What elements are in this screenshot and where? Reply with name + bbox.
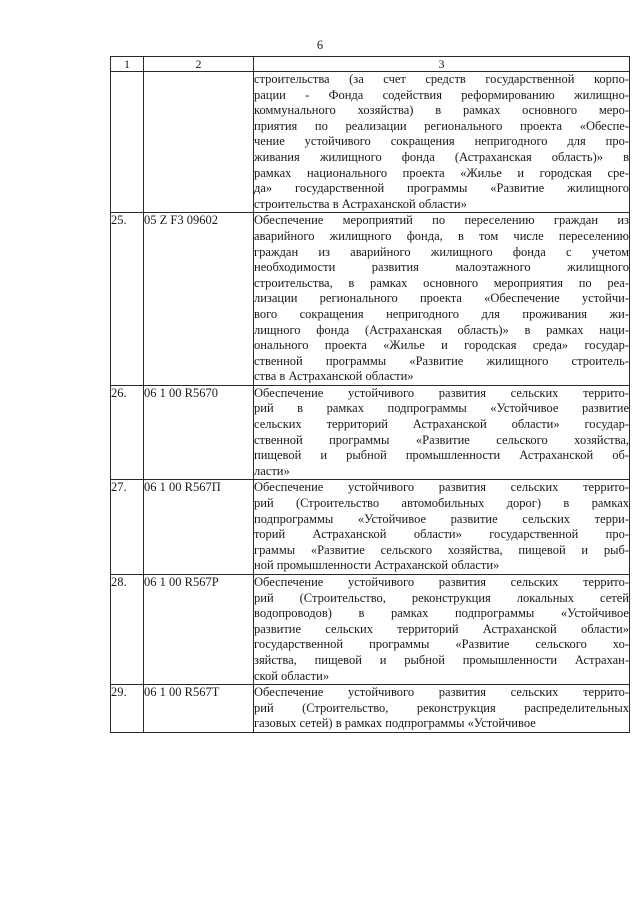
description-line: ственной программы «Развитие сельского хозяйства, <box>254 432 629 447</box>
row-description <box>254 575 630 685</box>
row-number: 27. <box>111 480 144 575</box>
table-body <box>111 57 630 733</box>
row-number: 29. <box>111 685 144 733</box>
description-line: лизации регионального проекта «Обеспечение устойчи- <box>254 291 629 306</box>
description-line: Обеспечение устойчивого развития сельских террито- <box>254 685 629 700</box>
table-row <box>111 72 630 213</box>
description-line: Обеспечение устойчивого развития сельских террито- <box>254 385 629 400</box>
description-line: Обеспечение устойчивого развития сельских террито- <box>254 575 629 589</box>
description-line: граммы «Развитие сельского хозяйства, пищевой и рыб- <box>254 542 629 557</box>
description-line: Обеспечение мероприятий по переселению граждан из <box>254 213 629 228</box>
row-description <box>254 72 630 213</box>
description-line: онального проекта «Жилье и городская среда» государ- <box>254 338 629 353</box>
table-row <box>111 480 630 575</box>
budget-code: 06 1 00 R567T <box>144 685 254 733</box>
description-line: развитие сельских территорий Астраханской области» <box>254 621 629 636</box>
description-line: лищного фонда (Астраханская область)» в рамках наци- <box>254 322 629 337</box>
description-line: строительства в Астраханской области» <box>254 196 467 211</box>
description-line: ственной программы «Развитие жилищного строитель- <box>254 353 629 368</box>
description-line: живания жилищного фонда (Астраханская область)» в <box>254 149 629 164</box>
description-line: рий (Строительство автомобильных дорог) в рамках <box>254 496 629 511</box>
description-line: граждан из аварийного жилищного фонда с учетом <box>254 244 629 259</box>
description-line: подпрограммы «Устойчивое развитие сельских терри- <box>254 511 629 526</box>
description-line: пищевой и рыбной промышленности Астраханской об- <box>254 448 629 463</box>
description-line: приятия по реализации регионального проекта «Обеспе- <box>254 118 629 133</box>
header-col-2: 2 <box>144 57 254 72</box>
description-line: да» государственной программы «Развитие жилищного <box>254 181 629 196</box>
description-line: рий (Строительство, реконструкция распределительных <box>254 700 629 715</box>
description-line: водопроводов) в рамках подпрограммы «Устойчивое <box>254 606 629 621</box>
classification-table <box>110 56 630 733</box>
description-line: газовых сетей) в рамках подпрограммы «Устойчивое <box>254 716 536 731</box>
description-line: торий Астраханской области» государственной про- <box>254 527 629 542</box>
description-line: рий (Строительство, реконструкция локальных сетей <box>254 590 629 605</box>
budget-code: 06 1 00 R5670 <box>144 385 254 480</box>
budget-code: 06 1 00 R567P <box>144 575 254 685</box>
row-number: 25. <box>111 213 144 386</box>
row-number <box>111 72 144 213</box>
row-number: 28. <box>111 575 144 685</box>
header-col-1: 1 <box>111 57 144 72</box>
budget-code: 06 1 00 R567П <box>144 480 254 575</box>
description-line: Обеспечение устойчивого развития сельских террито- <box>254 480 629 495</box>
table-row <box>111 685 630 733</box>
description-line: рий в рамках подпрограммы «Устойчивое развитие <box>254 401 629 416</box>
description-line: ства в Астраханской области» <box>254 369 414 384</box>
table-row <box>111 213 630 386</box>
description-line: ласти» <box>254 463 290 478</box>
description-line: аварийного жилищного фонда, в том числе переселению <box>254 228 629 243</box>
description-line: коммунального хозяйства) в рамках основного меро- <box>254 103 629 118</box>
description-line: зяйства, пищевой и рыбной промышленности Астрахан- <box>254 652 629 667</box>
row-number: 26. <box>111 385 144 480</box>
budget-code: 05 Z F3 09602 <box>144 213 254 386</box>
table-row <box>111 385 630 480</box>
description-line: чение устойчивого сокращения непригодного для про- <box>254 134 629 149</box>
description-line: необходимости развития малоэтажного жилищного <box>254 260 629 275</box>
row-description <box>254 685 630 733</box>
description-line: сельских территорий Астраханской области» государ- <box>254 417 629 432</box>
description-line: ской области» <box>254 668 330 683</box>
description-line: вого сокращения непригодного для проживания жи- <box>254 306 629 321</box>
description-line: строительства, в рамках основного мероприятия по реа- <box>254 275 629 290</box>
header-col-3: 3 <box>254 57 630 72</box>
table-row <box>111 575 630 685</box>
description-line: ной промышленности Астраханской области» <box>254 558 500 573</box>
row-description <box>254 385 630 480</box>
description-line: государственной программы «Развитие сельского хо- <box>254 637 629 652</box>
budget-code <box>144 72 254 213</box>
table-header-row <box>111 57 630 72</box>
description-line: строительства (за счет средств государственной корпо- <box>254 72 629 86</box>
row-description <box>254 213 630 386</box>
description-line: рамках национального проекта «Жилье и городская сре- <box>254 165 629 180</box>
description-line: рации - Фонда содействия реформированию жилищно- <box>254 87 629 102</box>
row-description <box>254 480 630 575</box>
page-number: 6 <box>316 38 324 52</box>
